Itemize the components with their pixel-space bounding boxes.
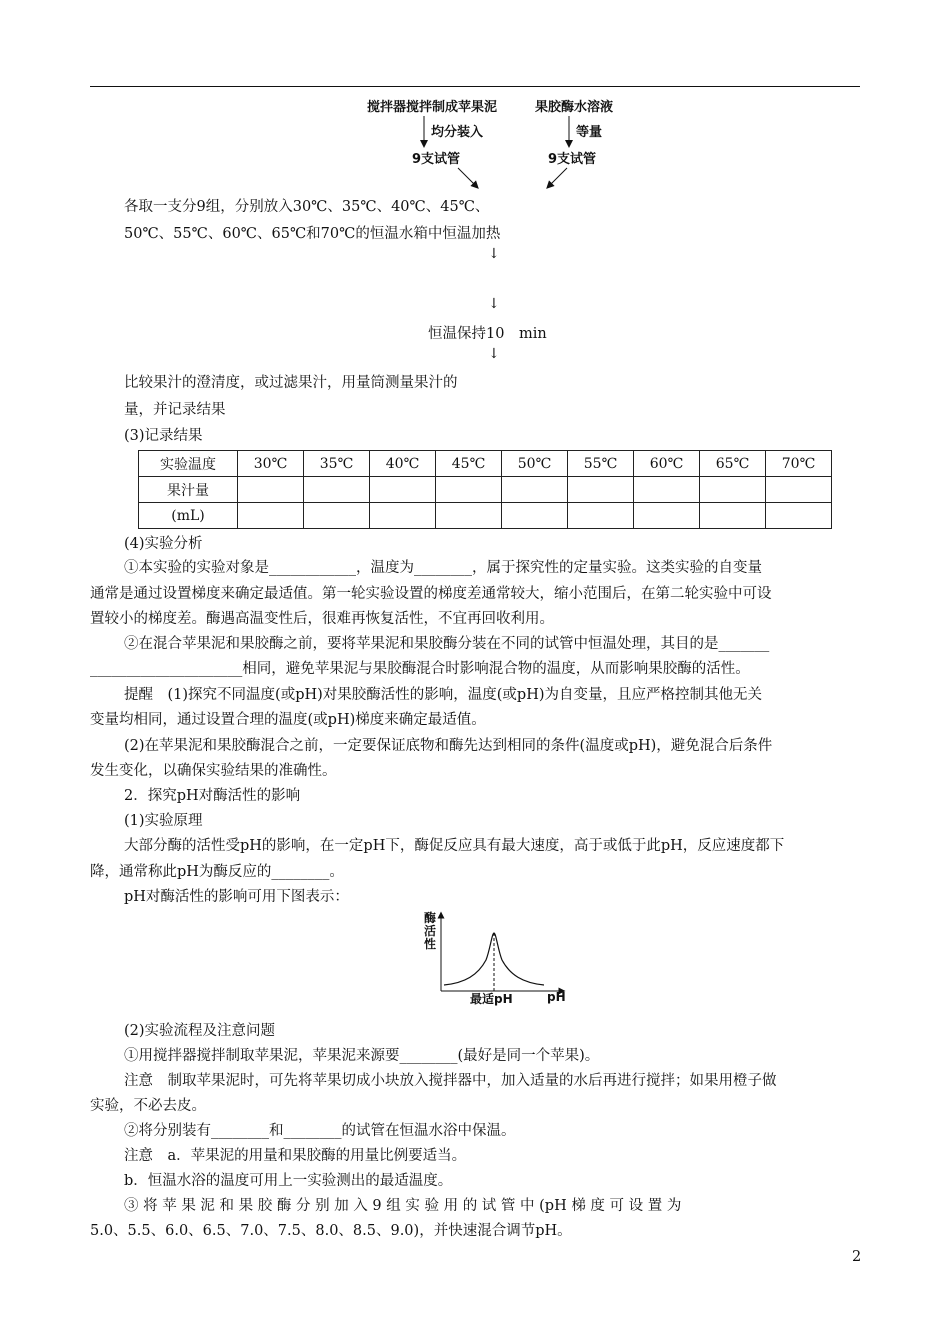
table-row [139, 451, 832, 477]
para1-line2: 通常是通过设置梯度来确定最适值。第一轮实验设置的梯度差通常较大，缩小范围后，在第二轮实验中可设 [90, 586, 772, 602]
graph-x-axis-label: pH [547, 990, 566, 1004]
flow-step1-line1: 各取一支分9组，分别放入30℃、35℃、40℃、45℃、 [124, 199, 490, 215]
tip1-line1: 提醒 (1)探究不同温度(或pH)对果胶酶活性的影响，温度(或pH)为自变量，且应严格控制其他无关 [124, 687, 763, 703]
flow-left-top: 搅拌器搅拌制成苹果泥 [367, 100, 498, 115]
temp-cell: 30℃ [238, 451, 304, 477]
table-row [139, 477, 832, 503]
tip2-line1: (2)在苹果泥和果胶酶混合之前，一定要保证底物和酶先达到相同的条件(温度或pH)，避免混合后条件 [124, 738, 773, 754]
ph-activity-graph [420, 905, 580, 1000]
p-step1: ①用搅拌器搅拌制取苹果泥，苹果泥来源要________(最好是同一个苹果)。 [124, 1048, 600, 1064]
para2-line2: _____________________相同，避免苹果泥与果胶酶混合时影响混合物的温度，从而影响果胶酶的活性。 [90, 661, 750, 677]
graph-intro: pH对酶活性的影响可用下图表示： [124, 889, 349, 905]
temp-cell: 40℃ [370, 451, 436, 477]
principle-line1: 大部分酶的活性受pH的影响，在一定pH下，酶促反应具有最大速度，高于或低于此pH，反应速度都下 [124, 838, 785, 854]
flow-left-arrow-label: 均分装入 [431, 125, 484, 140]
record-heading: (3)记录结果 [124, 428, 203, 444]
principle-line2: 降，通常称此pH为酶反应的________。 [90, 864, 344, 880]
temp-cell: 60℃ [634, 451, 700, 477]
temp-cell: 35℃ [304, 451, 370, 477]
p-step2: ②将分别装有________和________的试管在恒温水浴中保温。 [124, 1123, 516, 1139]
graph-x-mark: 最适pH [470, 992, 513, 1006]
para2-line1: ②在混合苹果泥和果胶酶之前，要将苹果泥和果胶酶分装在不同的试管中恒温处理，其目的是_______ [124, 636, 770, 652]
flow-right-top: 果胶酶水溶液 [535, 100, 614, 115]
down-arrow-3: ↓ [488, 346, 500, 362]
flow-arrows [0, 0, 950, 200]
note1-line2: 实验，不必去皮。 [90, 1098, 206, 1114]
flow-right-tubes: 9支试管 [548, 152, 597, 167]
flow-step1-line2: 50℃、55℃、60℃、65℃和70℃的恒温水箱中恒温加热 [124, 226, 501, 242]
page-number: 2 [852, 1249, 862, 1265]
row-label-2: (mL) [139, 503, 238, 529]
flow-right-arrow-label: 等量 [576, 125, 603, 140]
temp-cell: 45℃ [436, 451, 502, 477]
temp-cell: 70℃ [766, 451, 832, 477]
graph-y-label: 酶 活 性 [424, 911, 437, 951]
tip1-line2: 变量均相同，通过设置合理的温度(或pH)梯度来确定最适值。 [90, 712, 486, 728]
note2a: 注意 a．苹果泥的用量和果胶酶的用量比例要适当。 [124, 1148, 467, 1164]
table-row [139, 503, 832, 529]
note1-line1: 注意 制取苹果泥时，可先将苹果切成小块放入搅拌器中，加入适量的水后再进行搅拌；如果用橙子做 [124, 1073, 777, 1089]
header-label: 实验温度 [139, 451, 238, 477]
row-label-1: 果汁量 [139, 477, 238, 503]
p-step3-line2: 5.0、5.5、6.0、6.5、7.0、7.5、8.0、8.5、9.0)，并快速混合调节pH。 [90, 1223, 572, 1239]
note2b: b．恒温水浴的温度可用上一实验测出的最适温度。 [124, 1173, 453, 1189]
temp-cell: 55℃ [568, 451, 634, 477]
tip2-line2: 发生变化，以确保实验结果的准确性。 [90, 763, 337, 779]
section2-title: 2．探究pH对酶活性的影响 [124, 788, 301, 804]
arrow-left-diag [458, 168, 476, 186]
temp-cell: 50℃ [502, 451, 568, 477]
flow-step3-line1: 比较果汁的澄清度，或过滤果汁，用量筒测量果汁的 [124, 375, 458, 391]
down-arrow-1: ↓ [488, 246, 500, 262]
analysis-heading: (4)实验分析 [124, 536, 203, 552]
principle-heading: (1)实验原理 [124, 813, 203, 829]
para1-line1: ①本实验的实验对象是____________，温度为________，属于探究性的定量实验。这类实验的自变量 [124, 560, 762, 576]
down-arrow-2: ↓ [488, 296, 500, 312]
para1-line3: 置较小的梯度差。酶遇高温变性后，很难再恢复活性，不宜再回收利用。 [90, 611, 554, 627]
flow-heading: (2)实验流程及注意问题 [124, 1023, 276, 1039]
flow-left-tubes: 9支试管 [412, 152, 461, 167]
temp-cell: 65℃ [700, 451, 766, 477]
flow-step3-line2: 量，并记录结果 [124, 402, 226, 418]
p-step3-line1: ③ 将 苹 果 泥 和 果 胶 酶 分 别 加 入 9 组 实 验 用 的 试 管 中 (pH 梯 度 可 设 置 为 [124, 1198, 682, 1214]
arrow-right-diag [549, 168, 567, 186]
flow-step2: 恒温保持10 min [428, 326, 547, 342]
results-table [138, 450, 832, 529]
